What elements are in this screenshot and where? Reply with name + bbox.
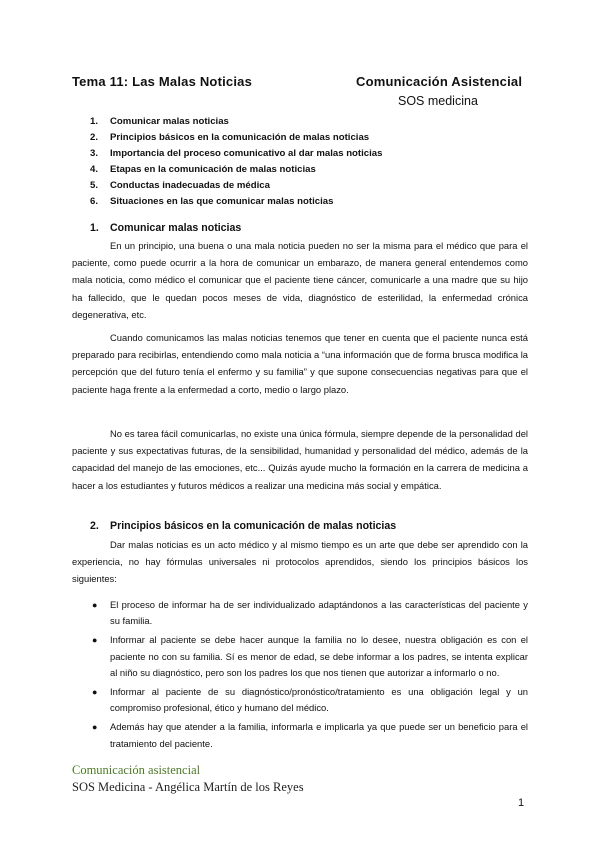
paragraph: Dar malas noticias es un acto médico y al mismo tiempo es un arte que debe ser aprendido con la experiencia, no hay fórmulas universales ni protocolos aprendidos, siendo los principios básicos los siguientes: [72,539,528,585]
section-title: Principios básicos en la comunicación de malas noticias [110,520,397,532]
toc-label: Principios básicos en la comunicación de malas noticias [110,132,370,143]
list-item [92,684,528,716]
toc-label: Conductas inadecuadas de médica [110,180,270,191]
section-1-heading [90,222,241,234]
list-item-text: Informar al paciente se debe hacer aunque la familia no lo desee, nuestra obligación es con el paciente no con su familia. Sí es menor de edad, se debe informar a los padres, se intenta explicar al niño su diagnóstico, pero son los padres los que nos tienen que autorizar a informarlo o no. [110,634,528,678]
list-item-text: Además hay que atender a la familia, informarla e implicarla ya que puede ser un beneficio para el tratamiento del paciente. [110,721,528,749]
paragraph: Cuando comunicamos las malas noticias tenemos que tener en cuenta que el paciente nunca está preparado para recibirlas, entendiendo como mala noticia a “una información que de forma brusca modifica la percepción que del futuro tenía el enfermo y su familia” y que supone consecuencias negativas para que el paciente haga frente a la enfermedad a corto, medio o largo plazo. [72,332,528,395]
toc-number: 6. [90,196,99,207]
toc-number: 1. [90,116,99,127]
toc-item [90,114,382,130]
toc-number: 5. [90,180,99,191]
toc-item [90,194,382,210]
toc-item [90,162,382,178]
list-item [92,632,528,681]
section-title: Comunicar malas noticias [110,222,242,234]
toc-number: 2. [90,132,99,143]
bullet-icon: ● [92,600,98,610]
document-title: Tema 11: Las Malas Noticias [72,74,253,89]
page-number: 1 [518,797,525,809]
footer-author: SOS Medicina - Angélica Martín de los Reyes [72,780,304,794]
toc-item [90,146,382,162]
toc-item [90,178,382,194]
bullet-icon: ● [92,722,98,733]
toc-label: Importancia del proceso comunicativo al dar malas noticias [110,148,383,159]
toc-label: Situaciones en las que comunicar malas noticias [110,196,334,207]
toc-label: Comunicar malas noticias [110,116,229,127]
footer-course: Comunicación asistencial [72,763,201,777]
section-number: 1. [90,222,99,234]
toc-item [90,130,382,146]
bullet-icon: ● [92,687,98,698]
paragraph: En un principio, una buena o una mala noticia pueden no ser la misma para el médico que para el paciente, como puede ocurrir a la hora de comunicar un embarazo, de manera general entendemos como mala noticia, como médico el comunicar que el paciente tiene cáncer, comunicarle a una madre que su hijo ha fallecido, que le quedan pocos meses de vida, diagnóstico de esterilidad, la enfermedad crónica degenerativa, etc. [72,240,528,320]
list-item [92,719,528,751]
toc-label: Etapas en la comunicación de malas noticias [110,164,316,175]
course-title: Comunicación Asistencial [356,74,523,89]
toc-number: 4. [90,164,99,175]
toc-number: 3. [90,148,99,159]
list-item [92,597,528,629]
course-subtitle: SOS medicina [398,94,478,108]
section-number: 2. [90,520,99,532]
principles-list [92,597,528,755]
bullet-icon: ● [92,635,98,646]
table-of-contents [90,114,382,210]
list-item-text: Informar al paciente de su diagnóstico/pronóstico/tratamiento es una obligación legal y un compromiso profesional, ético y humano del médico. [110,686,528,714]
section-2-heading [90,520,396,532]
list-item-text: El proceso de informar ha de ser individualizado adaptándonos a las características del paciente y su familia. [110,599,528,627]
paragraph: No es tarea fácil comunicarlas, no existe una única fórmula, siempre depende de la personalidad del paciente y sus expectativas futuras, de la sensibilidad, humanidad y personalidad del médico, además de la capacidad del manejo de las emociones, etc... Quizás ayude mucho la formación en la carrera de medicina a hacer a los estudiantes y futuros médicos a realizar una medicina más social y empática. [72,428,528,491]
